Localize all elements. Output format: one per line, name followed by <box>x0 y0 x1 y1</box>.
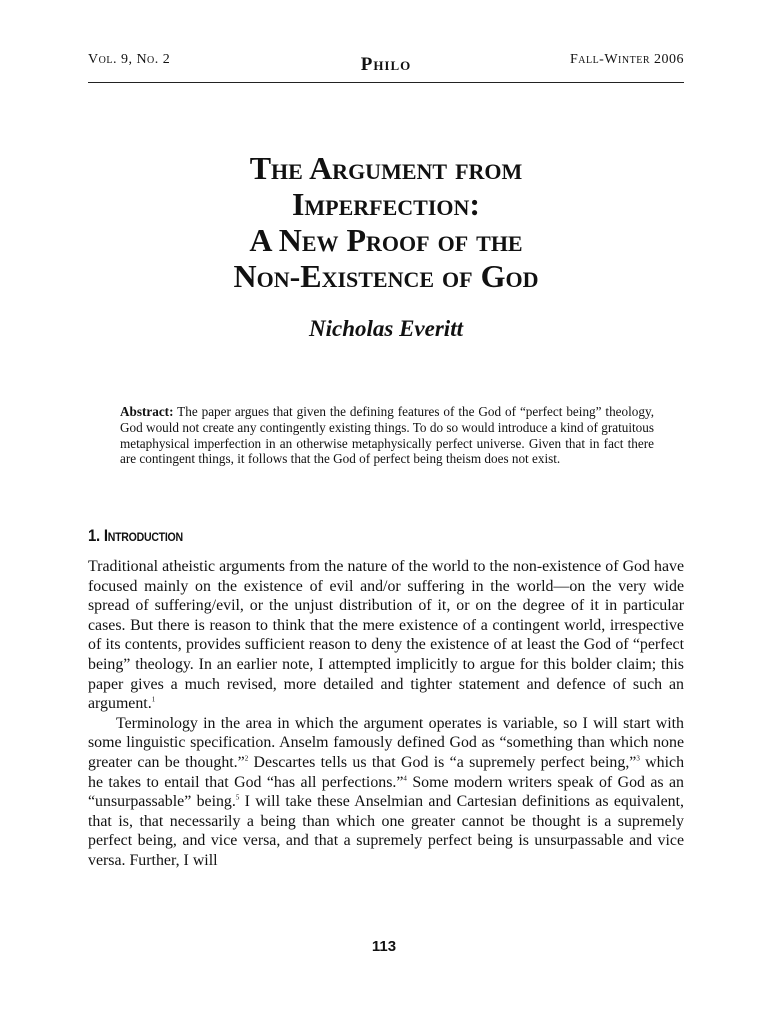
abstract-label: Abstract: <box>120 404 174 419</box>
title-line: The Argument from <box>249 150 523 186</box>
running-header <box>88 52 684 83</box>
abstract-text: The paper argues that given the defining features of the God of “perfect being” theology, God would not create any contingently existing things. To do so would introduce a kind of gratuitous metaphysical imperfection in an otherwise metaphysically perfect universe. Given that in fact there are contingent things, it follows that the God of perfect being theism does not exist. <box>120 404 654 467</box>
paragraph-text: I will take these Anselmian and Cartesian definitions as equivalent, that is, that necessarily a being than which one greater cannot be thought is a supremely perfect being, and vice versa, and that a supremely perfect being is unsurpassable and vice versa. Further, I will <box>88 793 684 869</box>
journal-name: Philo <box>360 54 412 75</box>
paragraph-text: Descartes tells us that God is “a supremely perfect being,” <box>248 753 637 771</box>
page-number: 113 <box>371 938 397 955</box>
section-heading: 1. Introduction <box>88 526 183 545</box>
paragraph <box>88 714 684 871</box>
paragraph <box>88 557 684 714</box>
article-title <box>88 150 684 294</box>
title-line: Non-Existence of God <box>233 258 539 294</box>
paragraph-text: Traditional atheistic arguments from the nature of the world to the non-existence of God have focused mainly on the existence of evil and/or suffering in the world—on the very wide spread of suffering/evil, or the unjust distribution of it, or on the degree of it in particular cases. But there is reason to think that the mere existence of a contingent world, irrespective of its contents, provides sufficient reason to deny the existence of at least the God of “perfect being” theology. In an earlier note, I attempted implicitly to argue for this bolder claim; this paper gives a much revised, more detailed and tighter statement and defence of such an argument. <box>88 558 684 713</box>
abstract <box>120 404 654 467</box>
volume-label: Vol. 9, No. 2 <box>88 52 171 67</box>
paragraph-text: Terminology in the area in which the argument operates is variable, so I will start with some linguistic specification. Anselm famously defined God as “something than which none greater can be thought.” <box>88 714 684 771</box>
footnote-ref[interactable]: 2 <box>244 754 249 763</box>
footnote-ref[interactable]: 3 <box>636 754 640 763</box>
footnote-ref[interactable]: 4 <box>403 774 407 783</box>
issue-label: Fall-Winter 2006 <box>569 52 684 67</box>
title-line: A New Proof of the <box>249 222 523 258</box>
paragraph-text: which he takes to entail that God “has all perfections.” <box>88 753 685 791</box>
author-name: Nicholas Everitt <box>309 316 463 341</box>
title-line: Imperfection: <box>291 186 481 222</box>
body-text <box>88 557 684 871</box>
footnote-ref[interactable]: 1 <box>151 695 156 704</box>
paragraph-text: Some modern writers speak of God as an “unsurpassable” being. <box>88 773 684 811</box>
footnote-ref[interactable]: 5 <box>235 793 240 802</box>
